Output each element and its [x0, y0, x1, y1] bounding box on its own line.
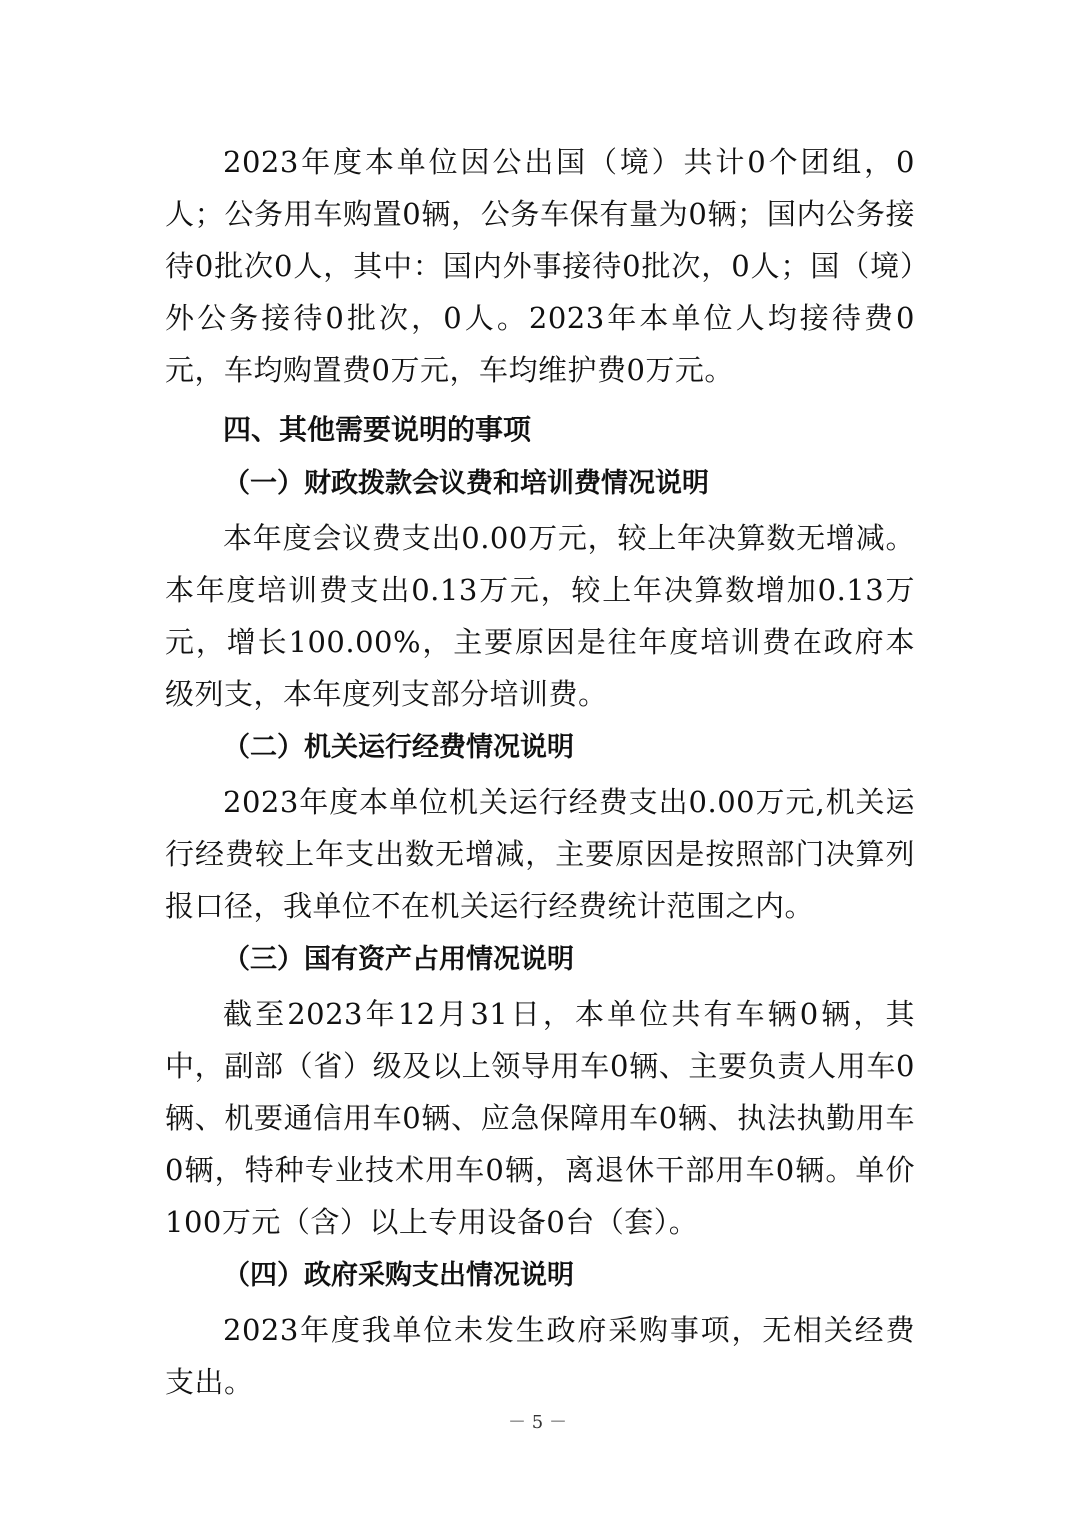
paragraph-operating-expenses: 2023年度本单位机关运行经费支出0.00万元,机关运行经费较上年支出数无增减，主要原因是按照部门决算列报口径，我单位不在机关运行经费统计范围之内。	[165, 785, 915, 923]
paragraph-state-assets: 截至2023年12月31日，本单位共有车辆0辆，其中，副部（省）级及以上领导用车0辆、主要负责人用车0辆、机要通信用车0辆、应急保障用车0辆、执法执勤用车0辆，特种专业技术用车0辆，离退休干部用车0辆。单价100万元（含）以上专用设备0台（套）。	[165, 997, 915, 1239]
subheading-meeting-training-fees: （一）财政拨款会议费和培训费情况说明	[223, 468, 709, 499]
subheading-state-assets: （三）国有资产占用情况说明	[223, 944, 574, 975]
document-body	[165, 136, 915, 1408]
subheading-operating-expenses: （二）机关运行经费情况说明	[223, 732, 574, 763]
paragraph-meeting-training-fees: 本年度会议费支出0.00万元，较上年决算数无增减。本年度培训费支出0.13万元，较上年决算数增加0.13万元，增长100.00%，主要原因是往年度培训费在政府本级列支，本年度列支部分培训费。	[165, 521, 915, 711]
subheading-government-procurement: （四）政府采购支出情况说明	[223, 1260, 574, 1291]
section-heading-other-matters: 四、其他需要说明的事项	[223, 413, 532, 446]
paragraph-overseas-vehicles-reception: 2023年度本单位因公出国（境）共计0个团组，0人；公务用车购置0辆，公务车保有量为0辆；国内公务接待0批次0人，其中：国内外事接待0批次，0人；国（境）外公务接待0批次，0人。2023年本单位人均接待费0元，车均购置费0万元，车均维护费0万元。	[165, 145, 915, 387]
paragraph-government-procurement: 2023年度我单位未发生政府采购事项，无相关经费支出。	[165, 1313, 915, 1399]
page-number: － 5 －	[508, 1412, 567, 1433]
